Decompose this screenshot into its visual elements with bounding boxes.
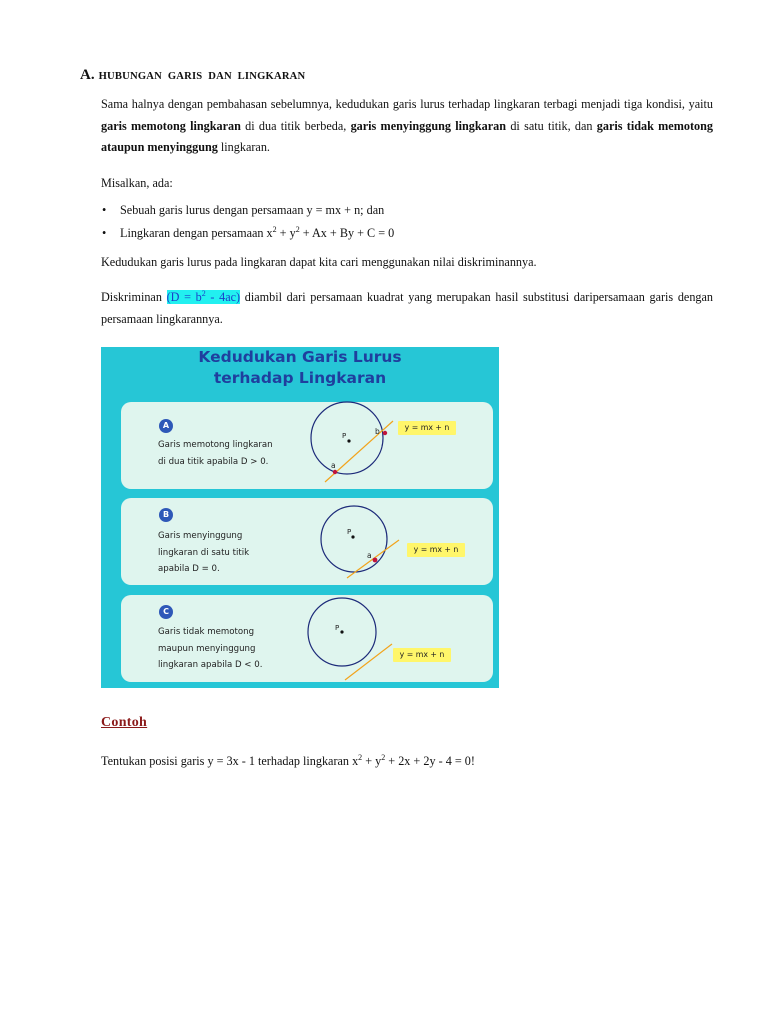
intersection-label-b: b — [375, 427, 380, 436]
bullet-dot-icon: • — [102, 203, 107, 217]
bullet-text-part: Lingkaran dengan persamaan x — [120, 226, 273, 240]
superscript: 2 — [272, 225, 277, 234]
section-heading — [80, 67, 305, 84]
intersection-point-b — [383, 431, 387, 435]
intro-bold-term: garis tidak memotong ataupun menyinggung — [101, 118, 713, 155]
center-label: P — [347, 528, 352, 536]
case-description-line: lingkaran apabila D < 0. — [158, 660, 263, 670]
center-point — [347, 439, 350, 442]
intro-text: di dua titik berbeda, — [240, 118, 351, 133]
non-intersecting-line — [345, 644, 392, 680]
line-equation-label: y = mx + n — [393, 648, 451, 662]
bullet-text-part: + Ax + By + C = 0 — [299, 226, 395, 240]
bullet-text — [120, 226, 394, 240]
intro-text: lingkaran. — [217, 140, 270, 155]
bullet-item — [101, 200, 713, 223]
case-description-line: di dua titik apabila D > 0. — [158, 456, 269, 467]
intro-text: Sama halnya dengan pembahasan sebelumnya, kedudukan garis lurus terhadap lingkaran terbagi menjadi tiga kondisi, yaitu — [101, 97, 713, 111]
bullet-list — [101, 200, 713, 246]
bullet-text: Sebuah garis lurus dengan persamaan y = mx + n; dan — [120, 203, 385, 217]
question-text: Tentukan posisi garis y = 3x - 1 terhadap lingkaran x — [101, 754, 359, 768]
section-letter: A. — [80, 67, 95, 83]
bullet-text-part: + y — [276, 226, 296, 240]
center-point — [340, 630, 343, 633]
question-text: + y — [362, 754, 382, 768]
case-description-line: Garis tidak memotong — [158, 627, 255, 637]
infographic-title-line: Kedudukan Garis Lurus — [198, 348, 402, 366]
intro-bold-term: garis menyinggung lingkaran — [350, 118, 507, 133]
case-description-line: lingkaran di satu titik — [158, 547, 250, 558]
case-description-line: Garis menyinggung — [158, 531, 243, 541]
line-equation-label: y = mx + n — [407, 543, 465, 557]
case-description-line: apabila D = 0. — [158, 564, 220, 574]
discriminant-formula-highlight — [167, 290, 241, 304]
diskriminan-text: diambil dari persamaan kuadrat yang merupakan hasil substitusi daripersamaan garis dengan persamaan lingkarannya. — [101, 290, 714, 326]
case-description-line: Garis memotong lingkaran — [158, 440, 273, 450]
center-point — [351, 535, 354, 538]
case-description-line: maupun menyinggung — [158, 643, 256, 654]
intersection-point-a — [333, 470, 337, 474]
line-equation-label: y = mx + n — [398, 421, 456, 435]
superscript: 2 — [358, 753, 363, 762]
superscript: 2 — [381, 753, 386, 762]
formula-part: (D = b — [166, 290, 202, 304]
circle-a — [311, 402, 383, 474]
tangent-point — [373, 558, 378, 563]
kedudukan-paragraph: Kedudukan garis lurus pada lingkaran dapat kita cari menggunakan nilai diskriminannya. — [101, 255, 537, 269]
intersection-label-a: a — [331, 461, 336, 470]
superscript: 2 — [201, 289, 206, 298]
diskriminan-text: Diskriminan — [101, 290, 167, 304]
bullet-item — [101, 223, 713, 246]
formula-part: - 4ac) — [205, 290, 241, 304]
intro-text: di satu titik, dan — [506, 118, 597, 133]
example-question — [101, 751, 713, 773]
bullet-dot-icon: • — [102, 226, 107, 240]
case-badge: C — [159, 605, 173, 619]
tangent-label: a — [367, 551, 372, 560]
section-title: HUBUNGAN GARIS DAN LINGKARAN — [98, 71, 306, 82]
center-label: P — [335, 624, 340, 632]
center-label: P — [342, 432, 347, 440]
superscript: 2 — [295, 225, 300, 234]
case-badge: B — [159, 508, 173, 522]
example-heading: Contoh — [101, 715, 148, 730]
circle-line-diagrams — [101, 347, 499, 688]
infographic-title-line: terhadap Lingkaran — [213, 369, 387, 387]
diskriminan-paragraph — [101, 287, 713, 330]
line-circle-infographic — [101, 347, 499, 688]
question-text: + 2x + 2y - 4 = 0! — [385, 754, 475, 768]
misalkan-paragraph: Misalkan, ada: — [101, 176, 173, 190]
case-badge: A — [159, 419, 173, 433]
circle-b — [321, 506, 387, 572]
intro-paragraph — [101, 94, 713, 159]
intro-bold-term: garis memotong lingkaran — [101, 118, 241, 133]
